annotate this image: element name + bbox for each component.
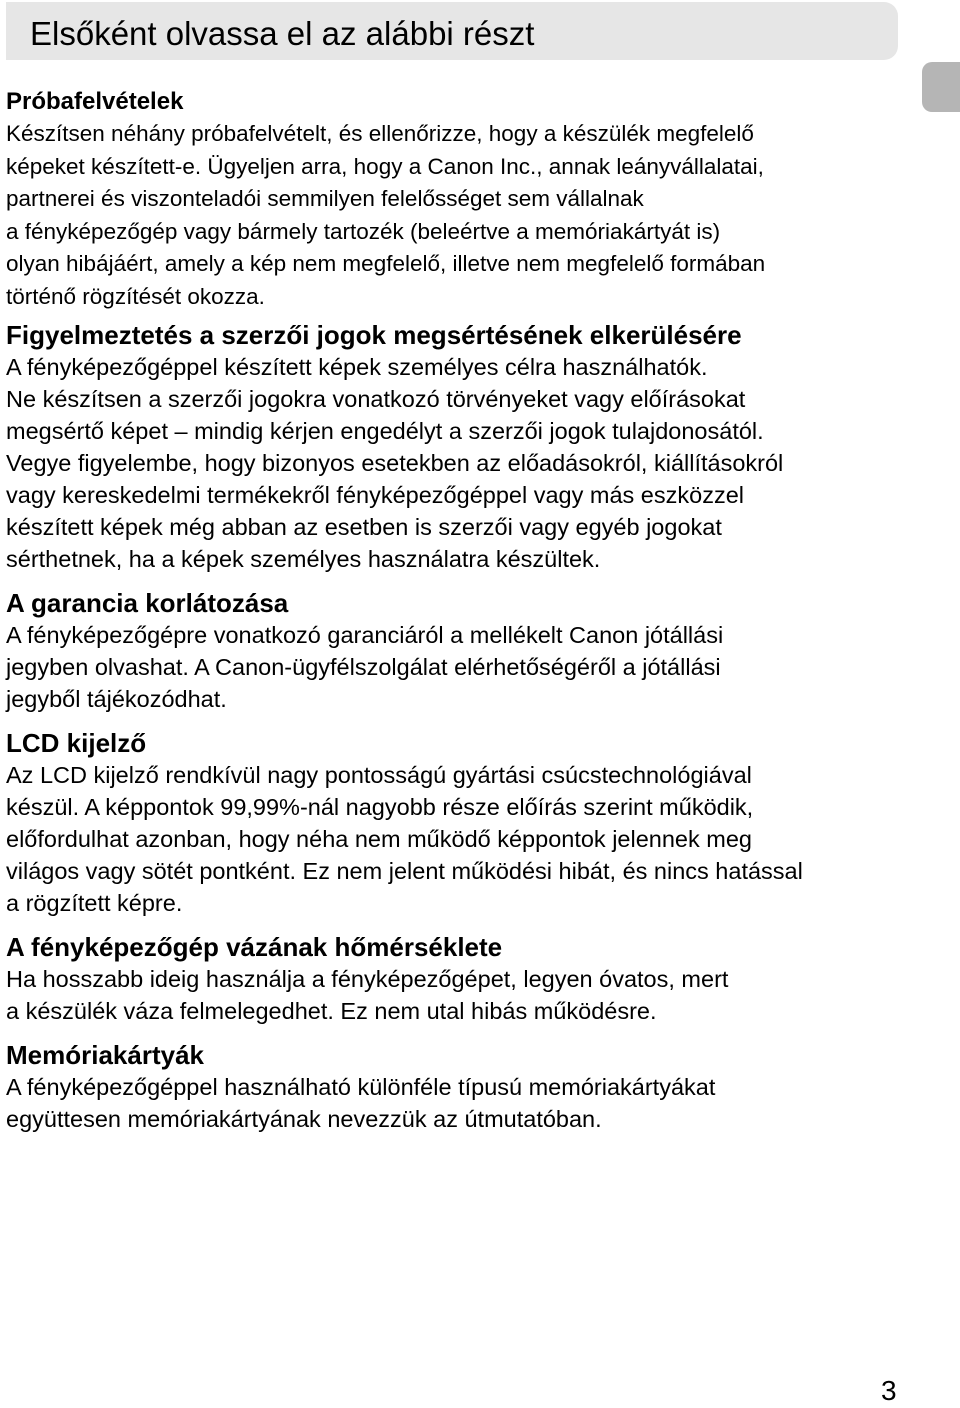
text-line: A fényképezőgéppel használható különféle típusú memóriakártyákat	[6, 1074, 716, 1100]
section-paragraph	[6, 619, 906, 715]
text-line: Készítsen néhány próbafelvételt, és ellenőrizze, hogy a készülék megfelelő	[6, 121, 754, 146]
section-heading: LCD kijelző	[6, 728, 147, 758]
section-paragraph	[6, 1071, 906, 1135]
section-paragraph	[6, 759, 906, 919]
section-lcd-display	[6, 727, 906, 919]
text-line: jegyben olvashat. A Canon-ügyfélszolgálat elérhetőségéről a jótállási	[6, 654, 721, 680]
page-title: Elsőként olvassa el az alábbi részt	[30, 15, 535, 52]
text-line: megsértő képet – mindig kérjen engedélyt a szerzői jogok tulajdonosától.	[6, 418, 764, 444]
section-heading: A fényképezőgép vázának hőmérséklete	[6, 932, 503, 962]
section-paragraph	[6, 118, 906, 313]
text-line: készül. A képpontok 99,99%-nál nagyobb része előírás szerint működik,	[6, 794, 754, 820]
section-warranty-limitation	[6, 587, 906, 715]
text-line: világos vagy sötét pontként. Ez nem jelent működési hibát, és nincs hatással	[6, 858, 803, 884]
text-line: vagy kereskedelmi termékekről fényképezőgéppel vagy más eszközzel	[6, 482, 744, 508]
text-line: a rögzített képre.	[6, 890, 183, 916]
section-test-shots	[6, 86, 906, 313]
text-line: történő rögzítését okozza.	[6, 283, 265, 309]
text-line: Az LCD kijelző rendkívül nagy pontosságú gyártási csúcstechnológiával	[6, 762, 752, 788]
text-line: a fényképezőgép vagy bármely tartozék (beleértve a memóriakártyát is)	[6, 218, 721, 244]
text-line: partnerei és viszonteladói semmilyen felelősséget sem vállalnak	[6, 186, 644, 211]
text-line: a készülék váza felmelegedhet. Ez nem utal hibás működésre.	[6, 998, 657, 1024]
text-line: előfordulhat azonban, hogy néha nem működő képpontok jelennek meg	[6, 826, 752, 852]
section-body-temperature	[6, 931, 906, 1027]
text-line: olyan hibájáért, amely a kép nem megfelelő, illetve nem megfelelő formában	[6, 251, 766, 276]
text-line: képeket készített-e. Ügyeljen arra, hogy a Canon Inc., annak leányvállalatai,	[6, 153, 764, 179]
section-heading: Memóriakártyák	[6, 1040, 204, 1070]
text-line: Ha hosszabb ideig használja a fényképezőgépet, legyen óvatos, mert	[6, 966, 729, 992]
section-heading: A garancia korlátozása	[6, 588, 289, 618]
section-paragraph	[6, 963, 906, 1027]
section-heading: Figyelmeztetés a szerzői jogok megsértésének elkerülésére	[6, 320, 742, 350]
text-line: A fényképezőgéppel készített képek személyes célra használhatók.	[6, 354, 708, 380]
text-line: együttesen memóriakártyának nevezzük az útmutatóban.	[6, 1106, 602, 1132]
chapter-tab	[922, 62, 960, 112]
section-paragraph	[6, 351, 906, 575]
text-line: készített képek még abban az esetben is szerzői vagy egyéb jogokat	[6, 514, 722, 540]
text-line: Ne készítsen a szerzői jogokra vonatkozó törvényeket vagy előírásokat	[6, 386, 746, 412]
text-line: A fényképezőgépre vonatkozó garanciáról a mellékelt Canon jótállási	[6, 622, 724, 648]
section-memory-cards	[6, 1039, 906, 1135]
text-line: jegyből tájékozódhat.	[6, 686, 227, 712]
document-body	[6, 86, 906, 1135]
page-number: 3	[881, 1375, 897, 1406]
text-line: sérthetnek, ha a képek személyes használatra készültek.	[6, 546, 601, 572]
page-title-bar	[6, 2, 898, 60]
section-copyright-warning	[6, 319, 906, 575]
text-line: Vegye figyelembe, hogy bizonyos esetekben az előadásokról, kiállításokról	[6, 450, 784, 476]
section-heading: Próbafelvételek	[6, 88, 184, 115]
